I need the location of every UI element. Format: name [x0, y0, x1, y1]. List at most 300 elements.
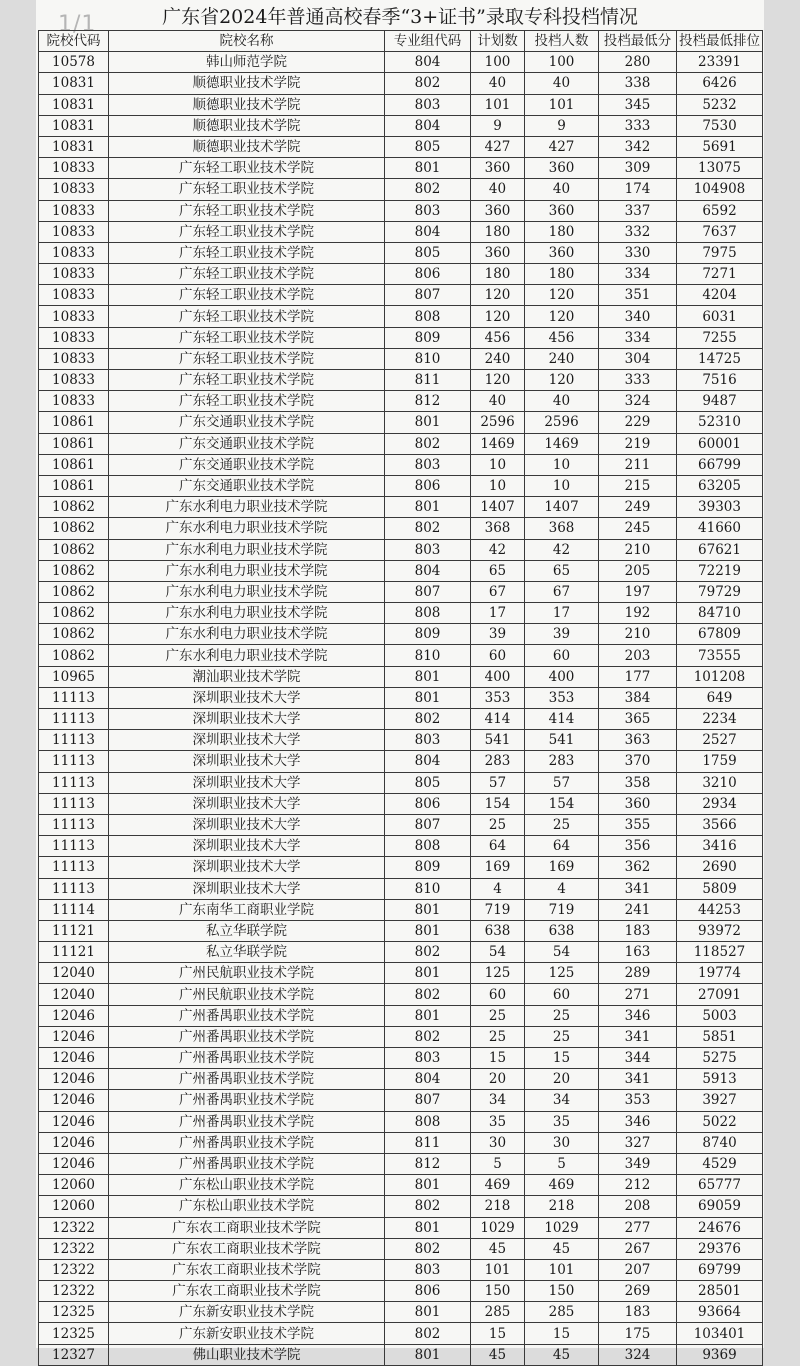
plan-count-cell: 638 [471, 920, 525, 941]
min-rank-cell: 649 [677, 687, 763, 708]
min-rank-cell: 19774 [677, 963, 763, 984]
table-row [39, 348, 763, 369]
major-group-code-cell: 803 [385, 94, 471, 115]
school-name-cell: 广东轻工职业技术学院 [109, 221, 385, 242]
table-row [39, 221, 763, 242]
min-rank-cell: 3927 [677, 1090, 763, 1111]
min-rank-cell: 4204 [677, 285, 763, 306]
table-row [39, 391, 763, 412]
school-code-cell: 11121 [39, 942, 109, 963]
plan-count-cell: 57 [471, 772, 525, 793]
school-code-cell: 10833 [39, 158, 109, 179]
school-code-cell: 11113 [39, 709, 109, 730]
document-title: 广东省2024年普通高校春季“3+证书”录取专科投档情况 [162, 6, 638, 28]
table-row [39, 1175, 763, 1196]
min-rank-cell: 24676 [677, 1217, 763, 1238]
min-score-cell: 203 [599, 645, 677, 666]
admitted-count-cell: 17 [525, 603, 599, 624]
min-score-cell: 330 [599, 242, 677, 263]
plan-count-cell: 154 [471, 793, 525, 814]
school-name-cell: 广东交通职业技术学院 [109, 454, 385, 475]
min-rank-cell: 3566 [677, 814, 763, 835]
major-group-code-cell: 803 [385, 1048, 471, 1069]
admitted-count-cell: 150 [525, 1281, 599, 1302]
plan-count-cell: 9 [471, 115, 525, 136]
table-row [39, 1302, 763, 1323]
school-code-cell: 11113 [39, 793, 109, 814]
min-rank-cell: 23391 [677, 52, 763, 73]
table-row [39, 1153, 763, 1174]
plan-count-cell: 120 [471, 370, 525, 391]
table-row [39, 1090, 763, 1111]
school-name-cell: 深圳职业技术大学 [109, 793, 385, 814]
school-name-cell: 广东松山职业技术学院 [109, 1175, 385, 1196]
admitted-count-cell: 101 [525, 1259, 599, 1280]
table-row [39, 94, 763, 115]
major-group-code-cell: 801 [385, 497, 471, 518]
school-code-cell: 10861 [39, 433, 109, 454]
school-name-cell: 广州番禺职业技术学院 [109, 1090, 385, 1111]
table-row [39, 1005, 763, 1026]
table-body [39, 52, 763, 1366]
min-rank-cell: 4529 [677, 1153, 763, 1174]
min-rank-cell: 93664 [677, 1302, 763, 1323]
plan-count-cell: 60 [471, 984, 525, 1005]
admitted-count-cell: 42 [525, 539, 599, 560]
min-rank-cell: 69799 [677, 1259, 763, 1280]
school-name-cell: 广州民航职业技术学院 [109, 963, 385, 984]
admitted-count-cell: 180 [525, 264, 599, 285]
admitted-count-cell: 60 [525, 645, 599, 666]
school-name-cell: 广东水利电力职业技术学院 [109, 645, 385, 666]
table-row [39, 115, 763, 136]
min-rank-cell: 73555 [677, 645, 763, 666]
page-indicator: 1/1 [58, 12, 97, 37]
table-row [39, 518, 763, 539]
plan-count-cell: 353 [471, 687, 525, 708]
school-code-cell: 12322 [39, 1217, 109, 1238]
plan-count-cell: 180 [471, 221, 525, 242]
min-rank-cell: 28501 [677, 1281, 763, 1302]
table-row [39, 603, 763, 624]
major-group-code-cell: 810 [385, 645, 471, 666]
admitted-count-cell: 154 [525, 793, 599, 814]
major-group-code-cell: 802 [385, 942, 471, 963]
admitted-count-cell: 10 [525, 475, 599, 496]
min-score-cell: 210 [599, 539, 677, 560]
min-score-cell: 346 [599, 1111, 677, 1132]
school-code-cell: 12046 [39, 1069, 109, 1090]
admitted-count-cell: 9 [525, 115, 599, 136]
admitted-count-cell: 40 [525, 391, 599, 412]
table-row [39, 327, 763, 348]
plan-count-cell: 1407 [471, 497, 525, 518]
admitted-count-cell: 456 [525, 327, 599, 348]
school-code-cell: 12046 [39, 1111, 109, 1132]
table-row [39, 581, 763, 602]
plan-count-cell: 283 [471, 751, 525, 772]
school-name-cell: 深圳职业技术大学 [109, 857, 385, 878]
min-rank-cell: 2527 [677, 730, 763, 751]
major-group-code-cell: 806 [385, 1281, 471, 1302]
major-group-code-cell: 802 [385, 179, 471, 200]
school-name-cell: 潮汕职业技术学院 [109, 666, 385, 687]
school-code-cell: 10831 [39, 94, 109, 115]
table-row [39, 1069, 763, 1090]
major-group-code-cell: 802 [385, 1238, 471, 1259]
table-row [39, 52, 763, 73]
table-row [39, 709, 763, 730]
admitted-count-cell: 2596 [525, 412, 599, 433]
min-rank-cell: 72219 [677, 560, 763, 581]
major-group-code-cell: 807 [385, 814, 471, 835]
school-name-cell: 广东水利电力职业技术学院 [109, 624, 385, 645]
admitted-count-cell: 40 [525, 179, 599, 200]
min-score-cell: 205 [599, 560, 677, 581]
admitted-count-cell: 240 [525, 348, 599, 369]
table-row [39, 878, 763, 899]
admitted-count-cell: 360 [525, 158, 599, 179]
table-row [39, 539, 763, 560]
school-name-cell: 广东水利电力职业技术学院 [109, 539, 385, 560]
table-header-row [39, 31, 763, 52]
admitted-count-cell: 353 [525, 687, 599, 708]
table-row [39, 475, 763, 496]
plan-count-cell: 40 [471, 73, 525, 94]
min-rank-cell: 3210 [677, 772, 763, 793]
admitted-count-cell: 101 [525, 94, 599, 115]
school-code-cell: 12322 [39, 1259, 109, 1280]
min-rank-cell: 7975 [677, 242, 763, 263]
min-score-cell: 370 [599, 751, 677, 772]
school-code-cell: 11113 [39, 857, 109, 878]
school-name-cell: 广东轻工职业技术学院 [109, 285, 385, 306]
school-code-cell: 10862 [39, 539, 109, 560]
school-code-cell: 11113 [39, 836, 109, 857]
table-row [39, 772, 763, 793]
major-group-code-cell: 801 [385, 1175, 471, 1196]
plan-count-cell: 15 [471, 1048, 525, 1069]
school-code-cell: 10965 [39, 666, 109, 687]
major-group-code-cell: 801 [385, 963, 471, 984]
major-group-code-cell: 805 [385, 242, 471, 263]
school-name-cell: 广东交通职业技术学院 [109, 412, 385, 433]
table-row [39, 942, 763, 963]
table-row [39, 793, 763, 814]
table-row [39, 560, 763, 581]
admitted-count-cell: 67 [525, 581, 599, 602]
table-row [39, 899, 763, 920]
min-score-cell: 340 [599, 306, 677, 327]
admitted-count-cell: 120 [525, 285, 599, 306]
school-code-cell: 10862 [39, 560, 109, 581]
table-row [39, 1259, 763, 1280]
plan-count-cell: 368 [471, 518, 525, 539]
min-rank-cell: 5691 [677, 136, 763, 157]
min-score-cell: 215 [599, 475, 677, 496]
min-score-cell: 175 [599, 1323, 677, 1344]
school-code-cell: 11114 [39, 899, 109, 920]
plan-count-cell: 10 [471, 475, 525, 496]
school-name-cell: 深圳职业技术大学 [109, 709, 385, 730]
table-row [39, 454, 763, 475]
school-code-cell: 11113 [39, 814, 109, 835]
admitted-count-cell: 125 [525, 963, 599, 984]
min-score-cell: 338 [599, 73, 677, 94]
min-score-cell: 353 [599, 1090, 677, 1111]
plan-count-cell: 150 [471, 1281, 525, 1302]
plan-count-cell: 719 [471, 899, 525, 920]
min-rank-cell: 5275 [677, 1048, 763, 1069]
school-code-cell: 12322 [39, 1238, 109, 1259]
plan-count-cell: 30 [471, 1132, 525, 1153]
admissions-table [38, 30, 763, 1366]
school-name-cell: 广东轻工职业技术学院 [109, 327, 385, 348]
plan-count-cell: 39 [471, 624, 525, 645]
plan-count-cell: 34 [471, 1090, 525, 1111]
major-group-code-cell: 801 [385, 666, 471, 687]
school-code-cell: 10862 [39, 518, 109, 539]
min-score-cell: 197 [599, 581, 677, 602]
table-row [39, 306, 763, 327]
major-group-code-cell: 810 [385, 878, 471, 899]
school-name-cell: 深圳职业技术大学 [109, 687, 385, 708]
min-rank-cell: 66799 [677, 454, 763, 475]
header-min-rank: 投档最低排位 [677, 31, 763, 52]
school-name-cell: 顺德职业技术学院 [109, 115, 385, 136]
school-code-cell: 11113 [39, 730, 109, 751]
min-rank-cell: 118527 [677, 942, 763, 963]
school-code-cell: 10833 [39, 200, 109, 221]
school-name-cell: 广东交通职业技术学院 [109, 433, 385, 454]
major-group-code-cell: 801 [385, 899, 471, 920]
plan-count-cell: 169 [471, 857, 525, 878]
plan-count-cell: 285 [471, 1302, 525, 1323]
min-rank-cell: 5851 [677, 1026, 763, 1047]
admitted-count-cell: 1029 [525, 1217, 599, 1238]
min-score-cell: 207 [599, 1259, 677, 1280]
min-score-cell: 324 [599, 391, 677, 412]
major-group-code-cell: 802 [385, 1323, 471, 1344]
admitted-count-cell: 25 [525, 1026, 599, 1047]
plan-count-cell: 42 [471, 539, 525, 560]
school-code-cell: 11113 [39, 772, 109, 793]
table-row [39, 1344, 763, 1365]
table-row [39, 73, 763, 94]
school-code-cell: 12327 [39, 1344, 109, 1365]
plan-count-cell: 101 [471, 1259, 525, 1280]
school-code-cell: 10862 [39, 581, 109, 602]
min-rank-cell: 2234 [677, 709, 763, 730]
major-group-code-cell: 801 [385, 1344, 471, 1365]
plan-count-cell: 60 [471, 645, 525, 666]
table-row [39, 1323, 763, 1344]
plan-count-cell: 10 [471, 454, 525, 475]
min-score-cell: 269 [599, 1281, 677, 1302]
major-group-code-cell: 801 [385, 1217, 471, 1238]
admitted-count-cell: 100 [525, 52, 599, 73]
major-group-code-cell: 805 [385, 136, 471, 157]
plan-count-cell: 64 [471, 836, 525, 857]
admitted-count-cell: 45 [525, 1238, 599, 1259]
admitted-count-cell: 400 [525, 666, 599, 687]
major-group-code-cell: 802 [385, 518, 471, 539]
school-code-cell: 10831 [39, 136, 109, 157]
admitted-count-cell: 45 [525, 1344, 599, 1365]
min-score-cell: 384 [599, 687, 677, 708]
min-rank-cell: 6031 [677, 306, 763, 327]
school-name-cell: 深圳职业技术大学 [109, 836, 385, 857]
school-name-cell: 广东新安职业技术学院 [109, 1323, 385, 1344]
min-rank-cell: 104908 [677, 179, 763, 200]
school-code-cell: 12322 [39, 1281, 109, 1302]
table-row [39, 645, 763, 666]
min-score-cell: 183 [599, 920, 677, 941]
admitted-count-cell: 25 [525, 814, 599, 835]
school-name-cell: 广东农工商职业技术学院 [109, 1217, 385, 1238]
major-group-code-cell: 805 [385, 772, 471, 793]
table-row [39, 666, 763, 687]
admitted-count-cell: 414 [525, 709, 599, 730]
plan-count-cell: 456 [471, 327, 525, 348]
school-code-cell: 10833 [39, 221, 109, 242]
plan-count-cell: 2596 [471, 412, 525, 433]
admitted-count-cell: 30 [525, 1132, 599, 1153]
major-group-code-cell: 804 [385, 560, 471, 581]
admitted-count-cell: 15 [525, 1048, 599, 1069]
min-score-cell: 309 [599, 158, 677, 179]
school-code-cell: 10831 [39, 115, 109, 136]
school-name-cell: 广东南华工商职业学院 [109, 899, 385, 920]
min-score-cell: 342 [599, 136, 677, 157]
table-row [39, 1048, 763, 1069]
min-score-cell: 245 [599, 518, 677, 539]
major-group-code-cell: 803 [385, 539, 471, 560]
school-name-cell: 广东水利电力职业技术学院 [109, 603, 385, 624]
school-code-cell: 10862 [39, 645, 109, 666]
table-row [39, 836, 763, 857]
plan-count-cell: 4 [471, 878, 525, 899]
school-code-cell: 11121 [39, 920, 109, 941]
admitted-count-cell: 1407 [525, 497, 599, 518]
admitted-count-cell: 39 [525, 624, 599, 645]
school-code-cell: 12060 [39, 1196, 109, 1217]
admitted-count-cell: 638 [525, 920, 599, 941]
min-score-cell: 327 [599, 1132, 677, 1153]
admitted-count-cell: 360 [525, 242, 599, 263]
min-rank-cell: 41660 [677, 518, 763, 539]
major-group-code-cell: 812 [385, 1153, 471, 1174]
plan-count-cell: 100 [471, 52, 525, 73]
school-name-cell: 广东轻工职业技术学院 [109, 306, 385, 327]
major-group-code-cell: 811 [385, 1132, 471, 1153]
table-row [39, 984, 763, 1005]
admitted-count-cell: 35 [525, 1111, 599, 1132]
min-rank-cell: 2934 [677, 793, 763, 814]
school-name-cell: 广州番禺职业技术学院 [109, 1026, 385, 1047]
min-score-cell: 183 [599, 1302, 677, 1323]
school-code-cell: 10833 [39, 327, 109, 348]
min-rank-cell: 7530 [677, 115, 763, 136]
school-code-cell: 10578 [39, 52, 109, 73]
school-code-cell: 10833 [39, 370, 109, 391]
school-code-cell: 10833 [39, 179, 109, 200]
min-rank-cell: 6426 [677, 73, 763, 94]
min-rank-cell: 5022 [677, 1111, 763, 1132]
plan-count-cell: 15 [471, 1323, 525, 1344]
major-group-code-cell: 801 [385, 687, 471, 708]
table-row [39, 412, 763, 433]
school-code-cell: 12060 [39, 1175, 109, 1196]
min-score-cell: 277 [599, 1217, 677, 1238]
min-score-cell: 333 [599, 115, 677, 136]
table-row [39, 497, 763, 518]
table-row [39, 1026, 763, 1047]
school-code-cell: 12046 [39, 1153, 109, 1174]
min-rank-cell: 8740 [677, 1132, 763, 1153]
plan-count-cell: 67 [471, 581, 525, 602]
min-rank-cell: 29376 [677, 1238, 763, 1259]
major-group-code-cell: 801 [385, 412, 471, 433]
min-rank-cell: 1759 [677, 751, 763, 772]
admitted-count-cell: 60 [525, 984, 599, 1005]
min-score-cell: 363 [599, 730, 677, 751]
school-name-cell: 广东交通职业技术学院 [109, 475, 385, 496]
admitted-count-cell: 40 [525, 73, 599, 94]
school-name-cell: 广东农工商职业技术学院 [109, 1281, 385, 1302]
admitted-count-cell: 20 [525, 1069, 599, 1090]
major-group-code-cell: 802 [385, 1026, 471, 1047]
school-name-cell: 广东农工商职业技术学院 [109, 1259, 385, 1280]
min-score-cell: 341 [599, 878, 677, 899]
min-rank-cell: 9487 [677, 391, 763, 412]
header-min-score: 投档最低分 [599, 31, 677, 52]
school-code-cell: 12040 [39, 984, 109, 1005]
plan-count-cell: 17 [471, 603, 525, 624]
plan-count-cell: 125 [471, 963, 525, 984]
admitted-count-cell: 34 [525, 1090, 599, 1111]
major-group-code-cell: 802 [385, 73, 471, 94]
major-group-code-cell: 802 [385, 984, 471, 1005]
table-row [39, 285, 763, 306]
school-code-cell: 12046 [39, 1090, 109, 1111]
table-row [39, 200, 763, 221]
plan-count-cell: 414 [471, 709, 525, 730]
table-row [39, 1217, 763, 1238]
major-group-code-cell: 801 [385, 1302, 471, 1323]
major-group-code-cell: 806 [385, 475, 471, 496]
min-score-cell: 351 [599, 285, 677, 306]
plan-count-cell: 541 [471, 730, 525, 751]
plan-count-cell: 360 [471, 200, 525, 221]
school-code-cell: 10833 [39, 264, 109, 285]
min-score-cell: 349 [599, 1153, 677, 1174]
min-score-cell: 346 [599, 1005, 677, 1026]
min-score-cell: 280 [599, 52, 677, 73]
min-score-cell: 177 [599, 666, 677, 687]
school-name-cell: 广东轻工职业技术学院 [109, 158, 385, 179]
min-score-cell: 211 [599, 454, 677, 475]
min-score-cell: 212 [599, 1175, 677, 1196]
min-score-cell: 344 [599, 1048, 677, 1069]
table-row [39, 687, 763, 708]
min-score-cell: 210 [599, 624, 677, 645]
min-rank-cell: 93972 [677, 920, 763, 941]
school-code-cell: 12325 [39, 1323, 109, 1344]
plan-count-cell: 360 [471, 242, 525, 263]
plan-count-cell: 180 [471, 264, 525, 285]
admitted-count-cell: 54 [525, 942, 599, 963]
